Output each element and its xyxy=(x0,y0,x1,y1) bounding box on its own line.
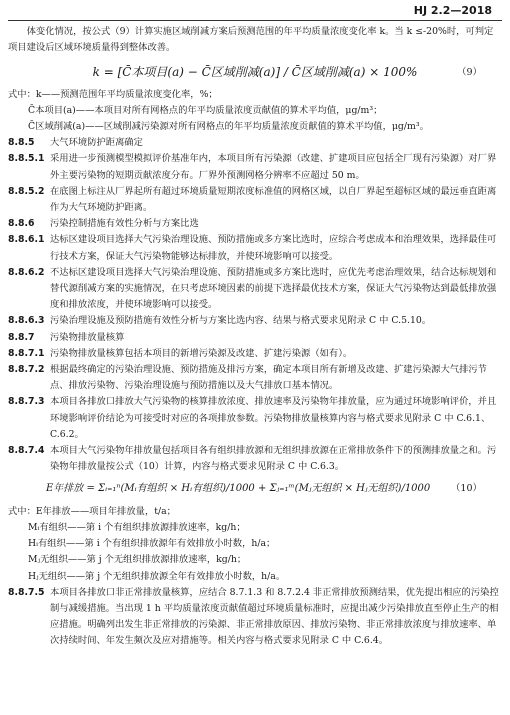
clause xyxy=(8,346,502,362)
formula-10-text: E年排放 = Σᵢ₌₁ⁿ(Mᵢ有组织 × Hᵢ有组织)/1000 + Σⱼ₌₁ᵐ(Mⱼ无组织 × Hⱼ无组织)/1000 xyxy=(46,483,431,495)
formula-9 xyxy=(8,64,502,80)
clause xyxy=(8,232,502,264)
formula-10-number: （10） xyxy=(450,483,482,495)
formula-10-def-item: Mⱼ无组织——第 j 个无组织排放源排放速率，kg/h； xyxy=(28,554,247,566)
formula-9-def-item: C̄区域削减(a)——区域削减污染源对所有网格点的年平均质量浓度贡献值的算术平均值，μg/m³。 xyxy=(28,121,429,133)
formula-9-def-item: C̄本项目(a)——本项目对所有网格点的年平均质量浓度贡献值的算术平均值，μg/m³； xyxy=(28,104,383,116)
section-title: 大气环境防护距离确定 xyxy=(50,137,143,149)
clause-number: 8.8.5.2 xyxy=(8,185,45,197)
clause-number: 8.8.6.2 xyxy=(8,266,45,278)
clause-text: 根据最终确定的污染治理设施、预防措施及排污方案，确定本项目所有新增及改建、扩建污染源大气排污节点、排放污染物、污染治理设施与预防措施以及大气排放口基本情况。 xyxy=(50,364,487,392)
intro-paragraph: 体变化情况，按公式（9）计算实施区域削减方案后预测范围的年平均质量浓度变化率 k。当 k ≤-20%时，可判定项目建设后区域环境质量得到整体改善。 xyxy=(8,26,494,54)
formula-10-def-item: Hⱼ无组织——第 j 个无组织排放源全年有效排放小时数，h/a。 xyxy=(28,570,286,582)
clause-number: 8.8.6.1 xyxy=(8,234,45,246)
clause-number: 8.8.6.3 xyxy=(8,315,45,327)
header-rule xyxy=(8,20,502,21)
doc-code-header: HJ 2.2—2018 xyxy=(413,4,492,17)
clause xyxy=(8,362,502,394)
section-title: 污染物排放量核算 xyxy=(50,331,125,343)
clause-number: 8.8.7.1 xyxy=(8,347,45,359)
formula-10-def-intro: 式中：E年排放——项目年排放量，t/a； xyxy=(8,505,176,517)
clause-text: 在底图上标注从厂界起所有超过环境质量短期浓度标准值的网格区域，以自厂界起至超标区域的最远垂直距离作为大气环境防护距离。 xyxy=(50,185,497,214)
clause xyxy=(8,585,502,650)
section-heading xyxy=(8,135,502,151)
clause-text: 不达标区建设项目选择大气污染治理设施、预防措施或多方案比选时，应优先考虑治理效果，结合达标规划和替代源削减方案的实施情况，在只考虑环境因素的前提下选择最优技术方案，保证大气污染物达到最低排放强度和排放浓度，并使环境影响可以接受。 xyxy=(50,266,497,311)
clause-text: 污染治理设施及预防措施有效性分析与方案比选内容、结果与格式要求见附录 C 中 C.5.10。 xyxy=(50,315,432,327)
section-number: 8.8.5 xyxy=(8,137,35,149)
clause-text: 本项目各排放口排放大气污染物的核算排放浓度、排放速率及污染物年排放量，应为通过环境影响评价，并且环境影响评价结论为可接受时对应的各项排放参数。污染物排放量核算内容与格式要求见附录 C 中 C.6.1、C.6.2。 xyxy=(50,396,497,440)
section-title: 污染控制措施有效性分析与方案比选 xyxy=(50,218,199,230)
formula-9-text: k = [C̄本项目(a) − C̄区域削减(a)] / C̄区域削减(a) × 100% xyxy=(92,65,418,80)
clause-text: 污染物排放量核算包括本项目的新增污染源及改建、扩建污染源（如有）。 xyxy=(50,347,353,359)
formula-9-def-intro: 式中：k——预测范围年平均质量浓度变化率，%； xyxy=(8,88,218,100)
clause-number: 8.8.7.5 xyxy=(8,586,45,598)
formula-9-number: （9） xyxy=(456,67,482,79)
section-heading xyxy=(8,330,502,346)
clause-text: 本项目大气污染物年排放量包括项目各有组织排放源和无组织排放源在正常排放条件下的预测排放量之和。污染物年排放量按公式（10）计算，内容与格式要求见附录 C 中 C.6.3。 xyxy=(50,445,497,473)
clause-number: 8.8.7.4 xyxy=(8,445,45,457)
formula-10 xyxy=(8,481,502,497)
clause-text: 本项目各排放口非正常排放量核算，应结合 8.7.1.3 和 8.7.2.4 非正常排放预测结果，优先提出相应的污染控制与减缓措施。当出现 1 h 平均质量浓度贡献值超过环境质量标准时，应提出减少污染排放直至停止生产的相应措施。明确列出发生非正常排放的污染源、非正常排放原因、排放污染物、非正常排放浓度与排放速率、单次持续时间、年发生频次及应对措施等。相关内容与格式要求见附录 C 中 C.6.4。 xyxy=(50,586,499,647)
clause-text: 达标区建设项目选择大气污染治理设施、预防措施或多方案比选时，应综合考虑成本和治理效果，选择最佳可行技术方案，保证大气污染物能够达标排放，并使环境影响可以接受。 xyxy=(50,234,497,262)
clause xyxy=(8,184,502,216)
clause xyxy=(8,313,502,329)
clause xyxy=(8,394,502,443)
document-body xyxy=(8,24,502,650)
clause-number: 8.8.7.2 xyxy=(8,364,45,376)
clause xyxy=(8,443,502,475)
section-number: 8.8.7 xyxy=(8,331,35,343)
formula-10-def-item: Hᵢ有组织——第 i 个有组织排放源年有效排放小时数，h/a； xyxy=(28,538,276,550)
clause-number: 8.8.5.1 xyxy=(8,153,45,165)
clause-text: 采用进一步预测模型模拟评价基准年内，本项目所有污染源（改建、扩建项目应包括全厂现有污染源）对厂界外主要污染物的短期贡献浓度分布。厂界外预测网格分辨率不应超过 50 m。 xyxy=(50,153,497,181)
clause-number: 8.8.7.3 xyxy=(8,396,45,408)
section-number: 8.8.6 xyxy=(8,218,35,230)
section-heading xyxy=(8,216,502,232)
formula-10-def-item: Mᵢ有组织——第 i 个有组织排放源排放速率，kg/h； xyxy=(28,521,246,533)
clause xyxy=(8,265,502,314)
clause xyxy=(8,151,502,183)
